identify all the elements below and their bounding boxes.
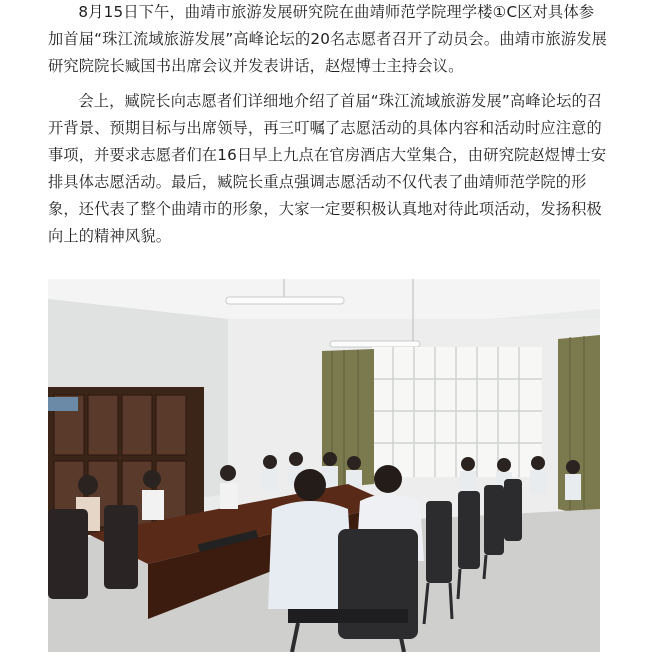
- meeting-photo: [48, 279, 600, 652]
- ceiling-light: [330, 341, 420, 347]
- ceiling-light: [226, 297, 344, 304]
- paragraph-details: 会上，臧院长向志愿者们详细地介绍了首届“珠江流域旅游发展”高峰论坛的召开背景、预期目标与出席领导，再三叮嘱了志愿活动的具体内容和活动时应注意的事项，并要求志愿者们在16日早上九点在官房酒店大堂集合，由研究院赵煜博士安排具体志愿活动。最后，臧院长重点强调志愿活动不仅代表了曲靖师范学院的形象，还代表了整个曲靖市的形象，大家一定要积极认真地对待此项活动，发扬积极向上的精神风貌。: [48, 92, 607, 245]
- paragraph-intro: 8月15日下午，曲靖市旅游发展研究院在曲靖师范学院理学楼①C区对具体参加首届“珠江流域旅游发展”高峰论坛的20名志愿者召开了动员会。曲靖市旅游发展研究院院长臧国书出席会议并发表讲话，赵煜博士主持会议。: [48, 3, 608, 75]
- window: [372, 347, 542, 477]
